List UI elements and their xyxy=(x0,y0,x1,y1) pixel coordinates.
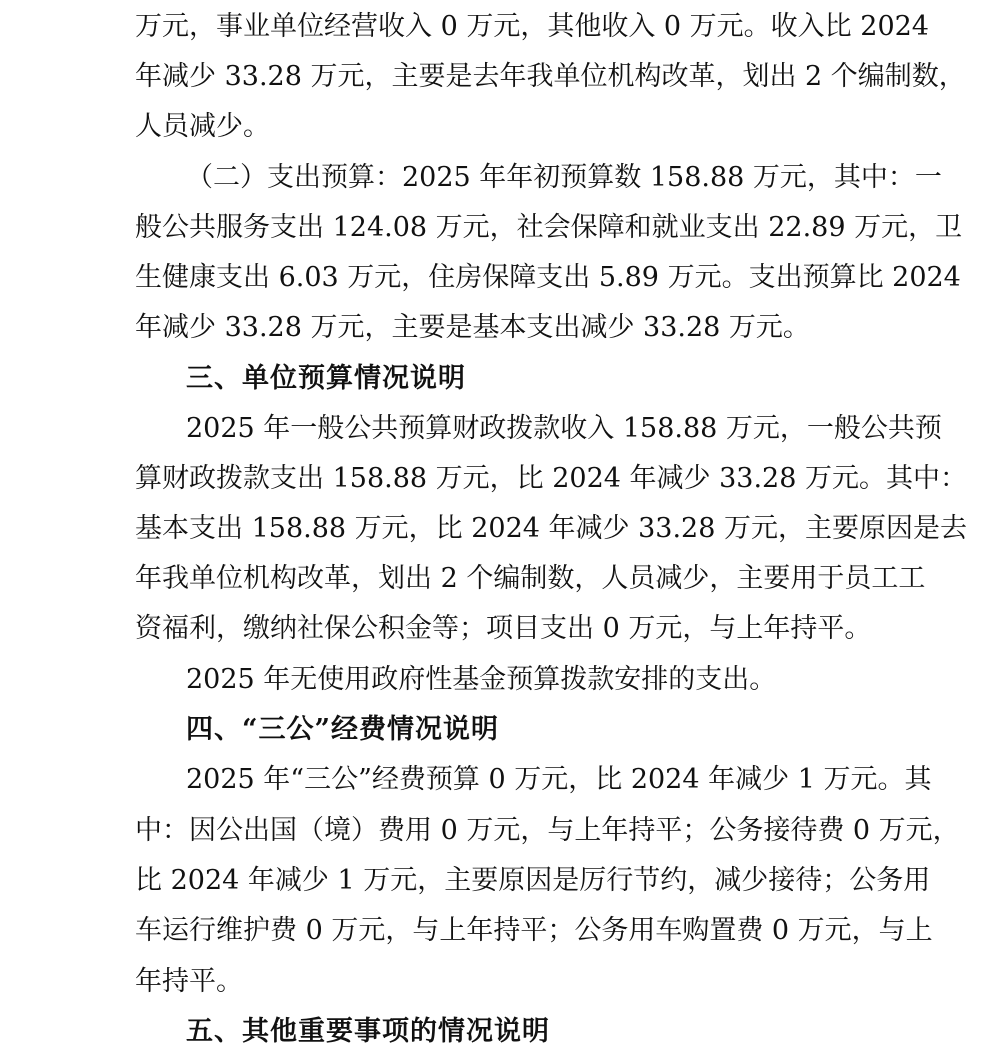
section-heading: 五、其他重要事项的情况说明 xyxy=(186,1016,550,1047)
text-line: 算财政拨款支出 158.88 万元，比 2024 年减少 33.28 万元。其中： xyxy=(135,463,967,494)
text-line: 资福利，缴纳社保公积金等；项目支出 0 万元，与上年持平。 xyxy=(135,613,872,644)
text-line: 年持平。 xyxy=(135,966,243,997)
paragraph-line: 2025 年无使用政府性基金预算拨款安排的支出。 xyxy=(186,664,777,695)
text-line: 基本支出 158.88 万元，比 2024 年减少 33.28 万元，主要原因是去 xyxy=(135,513,967,544)
paragraph-start-line: 2025 年一般公共预算财政拨款收入 158.88 万元，一般公共预 xyxy=(186,413,942,444)
text-line: 车运行维护费 0 万元，与上年持平；公务用车购置费 0 万元，与上 xyxy=(135,915,933,946)
text-line: 中：因公出国（境）费用 0 万元，与上年持平；公务接待费 0 万元， xyxy=(135,815,960,846)
text-line: 年减少 33.28 万元，主要是去年我单位机构改革，划出 2 个编制数， xyxy=(135,61,966,92)
paragraph-start-line: （二）支出预算：2025 年年初预算数 158.88 万元，其中：一 xyxy=(186,162,942,193)
paragraph-start-line: 2025 年“三公”经费预算 0 万元，比 2024 年减少 1 万元。其 xyxy=(186,764,932,795)
text-line: 万元，事业单位经营收入 0 万元，其他收入 0 万元。收入比 2024 xyxy=(135,11,929,42)
section-heading: 三、单位预算情况说明 xyxy=(186,363,466,394)
text-line: 般公共服务支出 124.08 万元，社会保障和就业支出 22.89 万元，卫 xyxy=(135,212,963,243)
text-line: 人员减少。 xyxy=(135,111,270,142)
text-line: 年减少 33.28 万元，主要是基本支出减少 33.28 万元。 xyxy=(135,312,810,343)
text-line: 比 2024 年减少 1 万元，主要原因是厉行节约，减少接待；公务用 xyxy=(135,865,931,896)
section-heading: 四、“三公”经费情况说明 xyxy=(186,714,500,745)
text-line: 生健康支出 6.03 万元，住房保障支出 5.89 万元。支出预算比 2024 xyxy=(135,262,961,293)
text-line: 年我单位机构改革，划出 2 个编制数，人员减少，主要用于员工工 xyxy=(135,563,926,594)
